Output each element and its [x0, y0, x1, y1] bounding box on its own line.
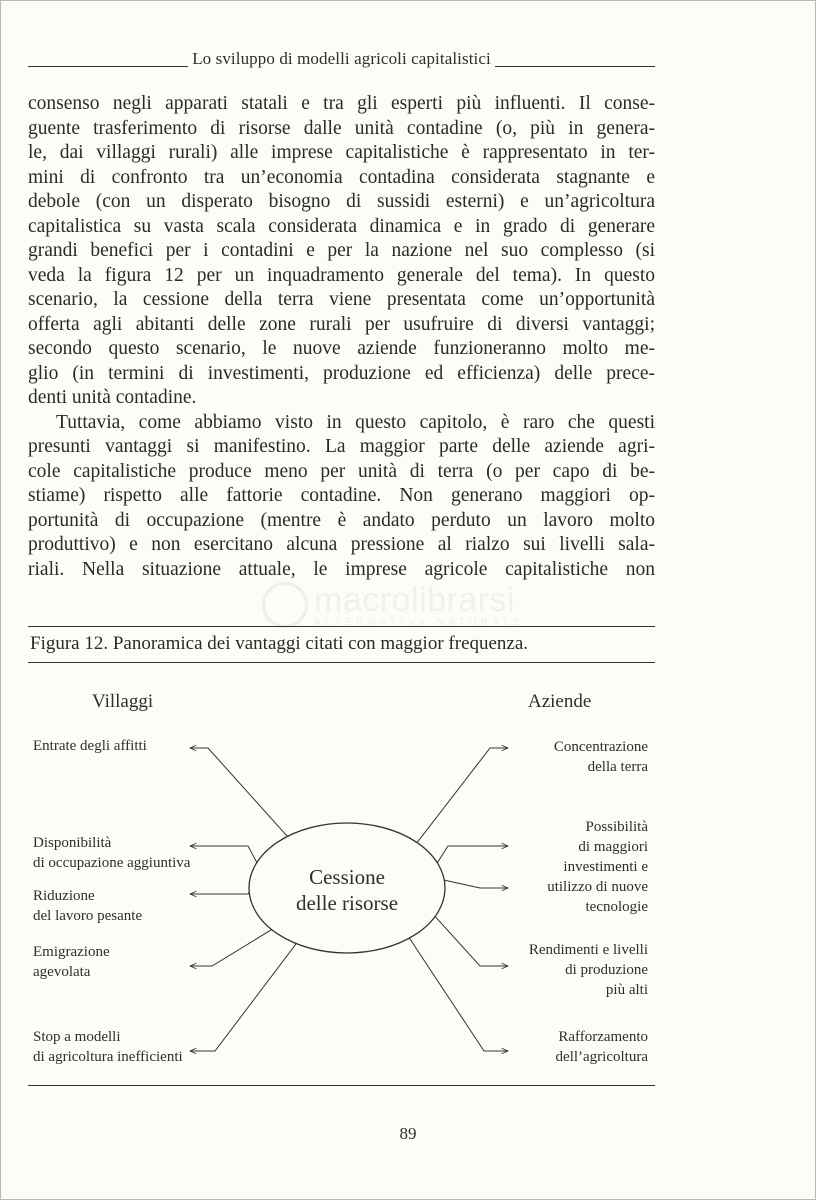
figure-top-rule — [28, 626, 655, 627]
left-heading: Villaggi — [92, 691, 154, 712]
left-item-4-label-line: Stop a modelli — [33, 1029, 121, 1045]
text-line: debole (con un disperato bisogno di sussidi esterni) e un’agricoltura — [28, 191, 655, 212]
text-line: grandi benefici per i contadini e per la nazione nel suo complesso (si — [28, 240, 655, 261]
right-item-3-label-line: dell’agricoltura — [555, 1049, 648, 1065]
right-arrow-2 — [435, 916, 508, 966]
left-item-1 — [33, 835, 257, 871]
header-rule-left — [28, 66, 188, 67]
watermark-text: macrolibrarsi — [314, 580, 516, 619]
left-arrow-4 — [190, 944, 296, 1051]
left-item-2 — [33, 888, 249, 924]
text-line: consenso negli apparati statali e tra gli esperti più influenti. Il conse- — [28, 93, 655, 114]
right-item-1 — [437, 819, 648, 915]
text-line: cole capitalistiche produce meno per unità di terra (o per capo di be- — [28, 460, 655, 482]
text-line: capitalistica su vasta scala considerata dinamica e in grado di generare — [28, 215, 655, 237]
text-line: produttivo) e non esercitano alcuna pressione al rialzo sui livelli sala- — [28, 534, 655, 555]
right-item-2-label-line: più alti — [605, 982, 648, 998]
left-item-2-label-line: Riduzione — [33, 888, 95, 904]
figure-bottom-rule — [28, 1085, 655, 1086]
right-item-3-label-line: Rafforzamento — [558, 1029, 648, 1045]
text-line: offerta agli abitanti delle zone rurali per usufruire di diversi vantaggi; — [28, 313, 655, 335]
left-arrow-1 — [190, 846, 257, 863]
text-line: glio (in termini di investimenti, produzione ed efficienza) delle prece- — [28, 362, 655, 384]
text-line: le, dai villaggi rurali) alle imprese capitalistiche è rappresentato in ter- — [28, 142, 655, 163]
text-line: Tuttavia, come abbiamo visto in questo capitolo, è raro che questi — [56, 411, 655, 433]
right-item-2-label-line: Rendimenti e livelli — [528, 942, 648, 958]
center-label-line1: Cessione — [309, 865, 385, 889]
text-line: mini di confronto tra un’economia contadina considerata stagnante e — [28, 166, 655, 188]
text-line: scenario, la cessione della terra viene presentata come un’opportunità — [28, 289, 655, 310]
header-rule-right — [495, 66, 655, 67]
left-item-0-label-line: Entrate degli affitti — [33, 738, 147, 754]
right-item-1-label-line: investimenti e — [563, 859, 648, 875]
left-arrow-2 — [190, 892, 249, 894]
running-header — [28, 46, 655, 72]
text-line: stiame) rispetto alle fattorie contadine. Non generano maggiori op- — [28, 485, 655, 506]
right-heading: Aziende — [528, 691, 592, 712]
figure-caption-rule — [28, 662, 655, 663]
left-arrow-3 — [190, 930, 272, 966]
right-item-2 — [435, 916, 648, 998]
watermark-subtext: ALTERNATIVA NATURALE — [314, 616, 525, 628]
right-item-0-label-line: della terra — [587, 759, 648, 775]
text-line: riali. Nella situazione attuale, le imprese agricole capitalistiche non — [28, 558, 655, 580]
left-item-4-label-line: di agricoltura inefficienti — [33, 1049, 183, 1065]
left-item-0 — [33, 738, 287, 836]
left-item-3-label-line: agevolata — [33, 964, 91, 980]
right-item-2-label-line: di produzione — [565, 962, 648, 978]
right-arrow-3 — [409, 938, 508, 1051]
right-item-1-label-line: utilizzo di nuove — [547, 879, 648, 895]
text-line: secondo questo scenario, le nuove aziende funzioneranno molto me- — [28, 338, 655, 359]
right-item-0-label-line: Concentrazione — [553, 739, 648, 755]
figure-diagram — [0, 670, 816, 1090]
watermark — [262, 580, 622, 630]
left-arrow-0 — [190, 748, 287, 836]
left-item-3-label-line: Emigrazione — [33, 944, 110, 960]
right-item-1-label-line: di maggiori — [578, 839, 648, 855]
page-number: 89 — [399, 1124, 417, 1143]
left-item-4 — [33, 944, 296, 1065]
center-label-line2: delle risorse — [295, 891, 399, 915]
running-title: Lo sviluppo di modelli agricoli capitalistici — [192, 49, 491, 68]
right-item-1-label-line: tecnologie — [585, 899, 648, 915]
right-arrow-1 — [437, 846, 508, 863]
left-item-2-label-line: del lavoro pesante — [33, 908, 143, 924]
text-line: presunti vantaggi si manifestino. La maggior parte delle aziende agri- — [28, 436, 655, 457]
body-text — [28, 92, 655, 582]
right-item-1-arrow-2 — [444, 880, 508, 888]
leaf-logo-icon — [262, 582, 308, 628]
text-line: guente trasferimento di risorse dalle unità contadine (o, più in genera- — [28, 117, 655, 139]
left-item-1-label-line: di occupazione aggiuntiva — [33, 855, 191, 871]
left-item-1-label-line: Disponibilità — [33, 835, 112, 851]
right-arrow-0 — [417, 748, 508, 843]
text-line: denti unità contadine. — [28, 387, 197, 408]
left-item-3 — [33, 930, 272, 980]
figure-caption: Figura 12. Panoramica dei vantaggi citati con maggior frequenza. — [30, 633, 529, 654]
text-line: veda la figura 12 per un inquadramento generale del tema). In questo — [28, 264, 655, 286]
text-line: portunità di occupazione (mentre è andato perduto un lavoro molto — [28, 509, 655, 531]
right-item-1-label-line: Possibilità — [585, 819, 648, 835]
